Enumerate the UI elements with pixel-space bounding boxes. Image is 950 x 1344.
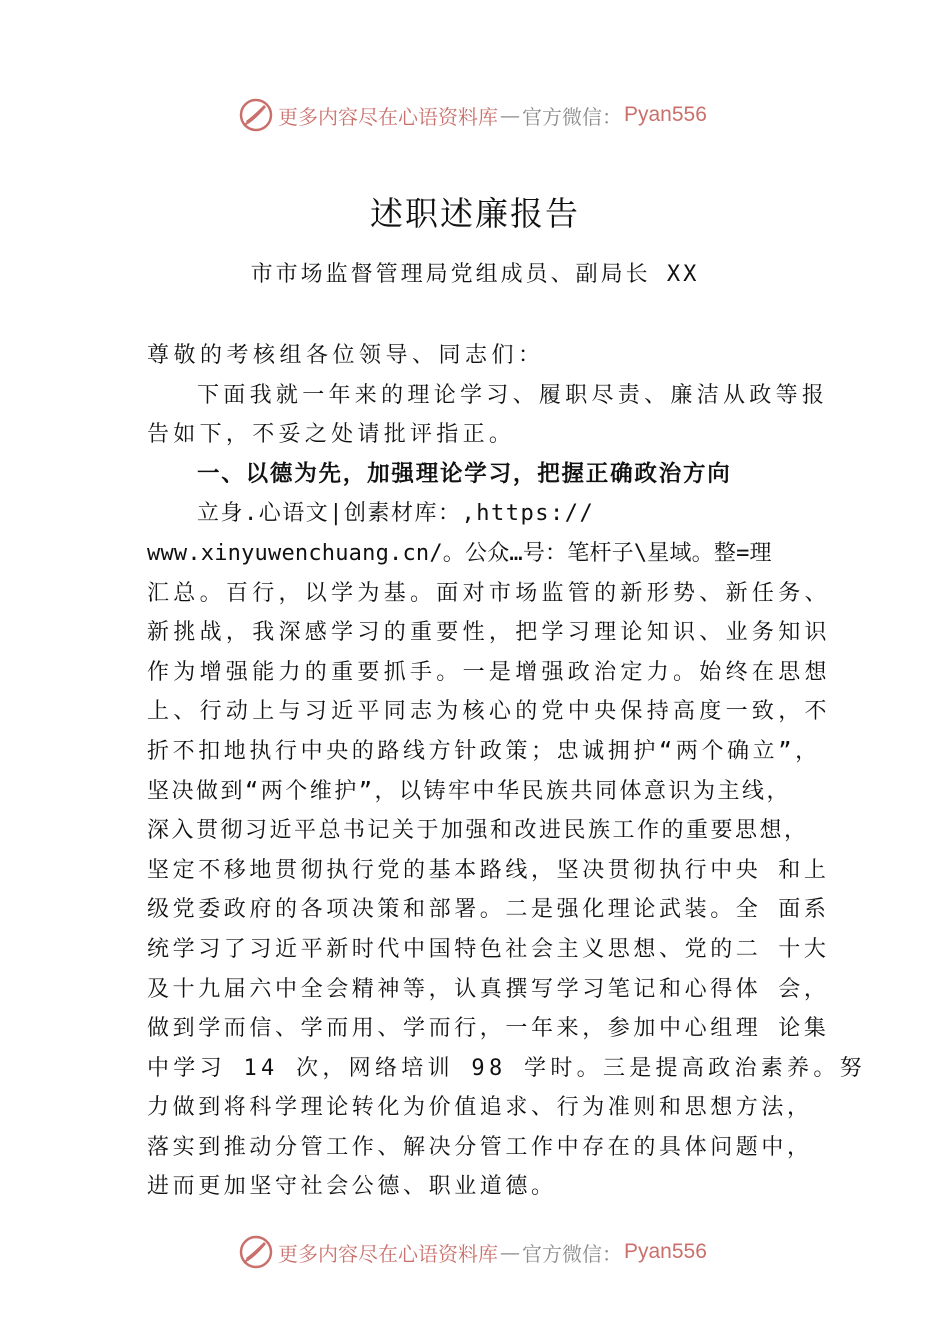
paragraph-line: 做到学而信、学而用、学而行，一年来，参加中心组理 论集	[147, 1016, 830, 1042]
paragraph-line: 新挑战，我深感学习的重要性，把学习理论知识、业务知识	[147, 620, 831, 646]
paragraph-line: 汇总。百行，以学为基。面对市场监管的新形势、新任务、	[147, 580, 831, 606]
source-line: www.xinyuwenchuang.cn/。公众…号：笔杆子\星域。整=理	[147, 540, 772, 566]
document-title: 述职述廉报告	[370, 194, 580, 233]
document-subtitle: 市市场监督管理局党组成员、副局长 XX	[250, 262, 700, 287]
banner-wechat-label: 官方微信：	[522, 1241, 622, 1266]
header-watermark	[0, 95, 950, 135]
paragraph-line: 作为增强能力的重要抓手。一是增强政治定力。始终在思想	[147, 659, 831, 685]
paragraph-line: 坚决做到“两个维护”，以铸牢中华民族共同体意识为主线，	[147, 778, 791, 804]
intro-line: 下面我就一年来的理论学习、履职尽责、廉洁从政等报	[197, 382, 829, 408]
banner-separator: —	[500, 1240, 520, 1264]
banner-slogan: 更多内容尽在心语资料库	[278, 1241, 498, 1266]
paragraph-line: 上、行动上与习近平同志为核心的党中央保持高度一致，不	[147, 699, 831, 725]
banner-separator: —	[500, 103, 520, 127]
banner-wechat-id: Pyan556	[624, 1240, 707, 1263]
banner-slogan: 更多内容尽在心语资料库	[278, 104, 498, 129]
source-line: 立身.心语文|创素材库：,https://	[197, 501, 595, 527]
paragraph-line: 落实到推动分管工作、解决分管工作中存在的具体问题中，	[147, 1134, 813, 1160]
paragraph-line: 深入贯彻习近平总书记关于加强和改进民族工作的重要思想，	[147, 818, 809, 844]
paragraph-line: 级党委政府的各项决策和部署。二是强化理论武装。全 面系	[147, 897, 830, 923]
greeting: 尊敬的考核组各位领导、同志们：	[147, 343, 545, 368]
document-body	[147, 336, 866, 1207]
paragraph-line: 折不扣地执行中央的路线方针政策；忠诚拥护“两个确立”，	[147, 738, 821, 764]
banner-wechat-label: 官方微信：	[522, 104, 622, 129]
quill-logo-icon	[238, 1234, 274, 1270]
paragraph-line: 中学习 14 次，网络培训 98 学时。三是提高政治素养。努	[147, 1055, 866, 1081]
intro-line: 告如下，不妥之处请批评指正。	[147, 422, 516, 448]
banner-wechat-id: Pyan556	[624, 103, 707, 126]
section-heading: 一、以德为先，加强理论学习，把握正确政治方向	[197, 460, 732, 487]
paragraph-line: 及十九届六中全会精神等，认真撰写学习笔记和心得体 会，	[147, 976, 830, 1002]
paragraph-line: 力做到将科学理论转化为价值追求、行为准则和思想方法，	[147, 1095, 813, 1121]
paragraph-line: 进而更加坚守社会公德、职业道德。	[147, 1174, 557, 1200]
paragraph-line: 统学习了习近平新时代中国特色社会主义思想、党的二 十大	[147, 936, 830, 962]
footer-watermark	[0, 1232, 950, 1272]
quill-logo-icon	[238, 97, 274, 133]
paragraph-line: 坚定不移地贯彻执行党的基本路线，坚决贯彻执行中央 和上	[147, 857, 830, 883]
